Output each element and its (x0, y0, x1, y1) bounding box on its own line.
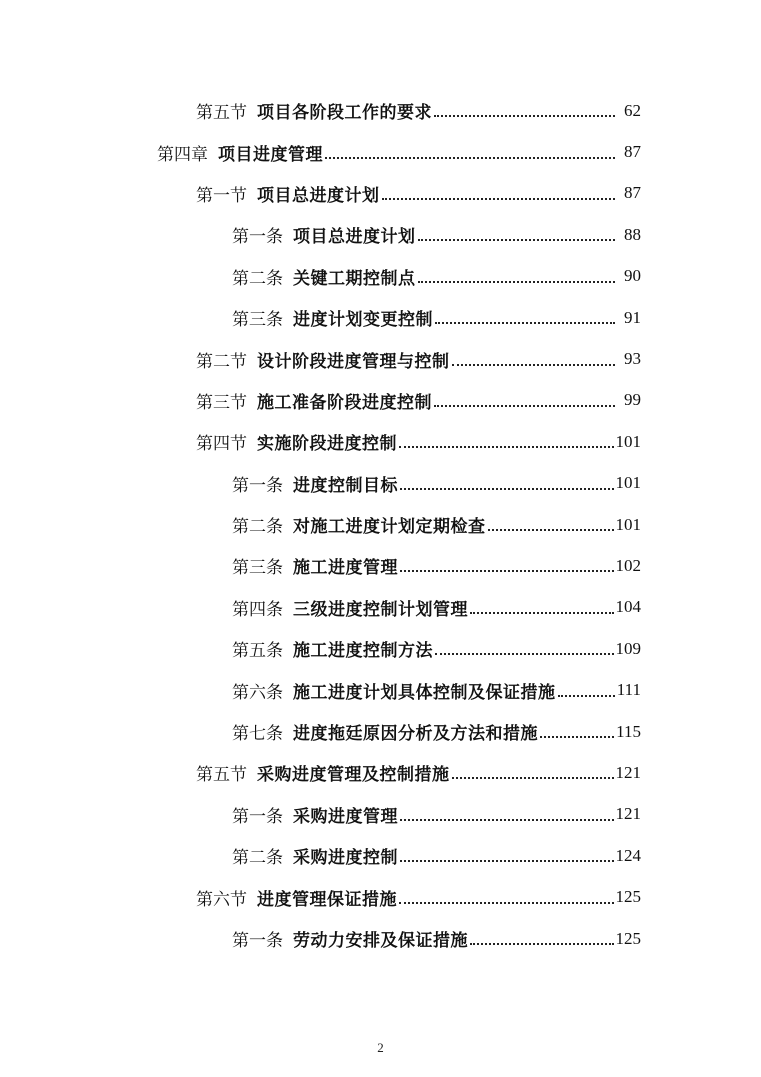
toc-entry[interactable] (0, 876, 761, 917)
toc-entry[interactable] (0, 794, 761, 835)
toc-dot-leader (400, 471, 614, 490)
toc-entry-page: 102 (615, 555, 641, 575)
toc-entry[interactable] (0, 214, 761, 255)
toc-entry-page: 121 (615, 804, 641, 824)
toc-entry-title: 施工进度管理 (293, 558, 398, 579)
toc-dot-leader (400, 843, 614, 862)
toc-entry[interactable] (0, 297, 761, 338)
toc-entry[interactable] (0, 587, 761, 628)
toc-entry-title: 实施阶段进度控制 (257, 434, 397, 455)
toc-entry[interactable] (0, 421, 761, 462)
toc-entry-title: 施工进度计划具体控制及保证措施 (293, 682, 556, 703)
toc-entry-number: 第一条 (232, 931, 283, 951)
toc-entry-title: 三级进度控制计划管理 (293, 599, 468, 620)
toc-entry-page: 121 (615, 762, 641, 782)
toc-entry-title: 进度计划变更控制 (293, 310, 433, 331)
toc-entry[interactable] (0, 173, 761, 214)
toc-entry-page: 104 (615, 597, 641, 617)
toc-dot-leader (418, 264, 616, 283)
toc-entry-title: 进度管理保证措施 (257, 889, 397, 910)
toc-dot-leader (434, 98, 615, 117)
toc-entry[interactable] (0, 669, 761, 710)
toc-entry-title: 采购进度管理 (293, 806, 398, 827)
toc-dot-leader (399, 429, 614, 448)
toc-entry-number: 第六节 (196, 889, 247, 910)
toc-entry-title: 施工进度控制方法 (293, 641, 433, 662)
toc-entry-title: 设计阶段进度管理与控制 (257, 351, 450, 372)
toc-entry-number: 第二条 (232, 517, 283, 538)
toc-dot-leader (418, 222, 616, 241)
toc-entry-number: 第四条 (232, 599, 283, 620)
toc-entry[interactable] (0, 463, 761, 504)
toc-entry-title: 项目进度管理 (218, 144, 323, 165)
toc-entry[interactable] (0, 545, 761, 586)
toc-entry-page: 115 (616, 721, 641, 741)
toc-entry-page: 101 (615, 431, 641, 451)
toc-dot-leader (382, 181, 616, 200)
toc-entry-number: 第五节 (196, 765, 247, 786)
toc-entry[interactable] (0, 380, 761, 421)
toc-entry-page: 111 (616, 680, 641, 700)
toc-entry-number: 第二条 (232, 848, 283, 869)
toc-entry-number: 第一条 (232, 806, 283, 827)
toc-entry-page: 99 (624, 390, 641, 410)
toc-entry[interactable] (0, 628, 761, 669)
toc-entry-number: 第四节 (196, 434, 247, 455)
toc-dot-leader (435, 636, 614, 655)
toc-entry[interactable] (0, 90, 761, 131)
toc-dot-leader (434, 388, 615, 407)
toc-entry[interactable] (0, 711, 761, 752)
toc-dot-leader (470, 595, 614, 614)
toc-entry-page: 101 (615, 514, 641, 534)
toc-entry-page: 87 (624, 142, 641, 162)
toc-entry-page: 91 (624, 307, 641, 327)
toc-dot-leader (452, 760, 614, 779)
toc-entry-title: 项目总进度计划 (293, 227, 416, 248)
toc-entry-number: 第六条 (232, 682, 283, 703)
toc-entry-page: 62 (624, 100, 641, 120)
toc-dot-leader (540, 719, 614, 738)
toc-entry-page: 125 (615, 887, 641, 907)
toc-entry-title: 进度控制目标 (293, 475, 398, 496)
toc-entry[interactable] (0, 918, 761, 959)
toc-dot-leader (325, 140, 615, 159)
toc-entry-number: 第二节 (196, 351, 247, 372)
table-of-contents (0, 90, 761, 959)
toc-dot-leader (399, 885, 614, 904)
toc-dot-leader (470, 926, 614, 945)
toc-entry-number: 第一条 (232, 475, 283, 496)
toc-entry-page: 93 (624, 349, 641, 369)
toc-entry-page: 109 (615, 638, 641, 658)
toc-dot-leader (488, 512, 614, 531)
toc-entry-number: 第一节 (196, 185, 247, 206)
toc-entry-title: 采购进度控制 (293, 848, 398, 869)
toc-entry-title: 施工准备阶段进度控制 (257, 392, 432, 413)
toc-dot-leader (558, 678, 615, 697)
toc-entry-title: 对施工进度计划定期检查 (293, 517, 486, 538)
toc-entry[interactable] (0, 835, 761, 876)
toc-dot-leader (400, 553, 614, 572)
toc-entry-number: 第五条 (232, 641, 283, 662)
toc-dot-leader (400, 802, 614, 821)
page-number-footer: 2 (377, 1040, 384, 1055)
toc-entry-title: 采购进度管理及控制措施 (257, 765, 450, 786)
toc-entry-title: 关键工期控制点 (293, 268, 416, 289)
toc-entry-number: 第一条 (232, 227, 283, 248)
toc-dot-leader (452, 347, 616, 366)
toc-entry-number: 第七条 (232, 724, 283, 745)
toc-entry-page: 88 (624, 224, 641, 244)
toc-entry-number: 第四章 (157, 144, 208, 165)
toc-entry-page: 124 (615, 845, 641, 865)
toc-entry-page: 87 (624, 183, 641, 203)
toc-entry-number: 第三条 (232, 310, 283, 331)
toc-entry[interactable] (0, 131, 761, 172)
toc-entry[interactable] (0, 504, 761, 545)
toc-entry-page: 125 (615, 928, 641, 948)
toc-entry[interactable] (0, 338, 761, 379)
toc-entry-number: 第三节 (196, 392, 247, 413)
toc-entry-title: 劳动力安排及保证措施 (293, 931, 468, 951)
toc-entry-page: 90 (624, 266, 641, 286)
toc-entry-page: 101 (615, 473, 641, 493)
toc-entry-number: 第三条 (232, 558, 283, 579)
toc-entry-title: 进度拖廷原因分析及方法和措施 (293, 724, 538, 745)
toc-entry-number: 第五节 (196, 103, 247, 124)
toc-dot-leader (435, 305, 615, 324)
toc-entry-number: 第二条 (232, 268, 283, 289)
toc-entry-title: 项目总进度计划 (257, 185, 380, 206)
toc-entry[interactable] (0, 256, 761, 297)
toc-entry[interactable] (0, 752, 761, 793)
toc-entry-title: 项目各阶段工作的要求 (257, 103, 432, 124)
